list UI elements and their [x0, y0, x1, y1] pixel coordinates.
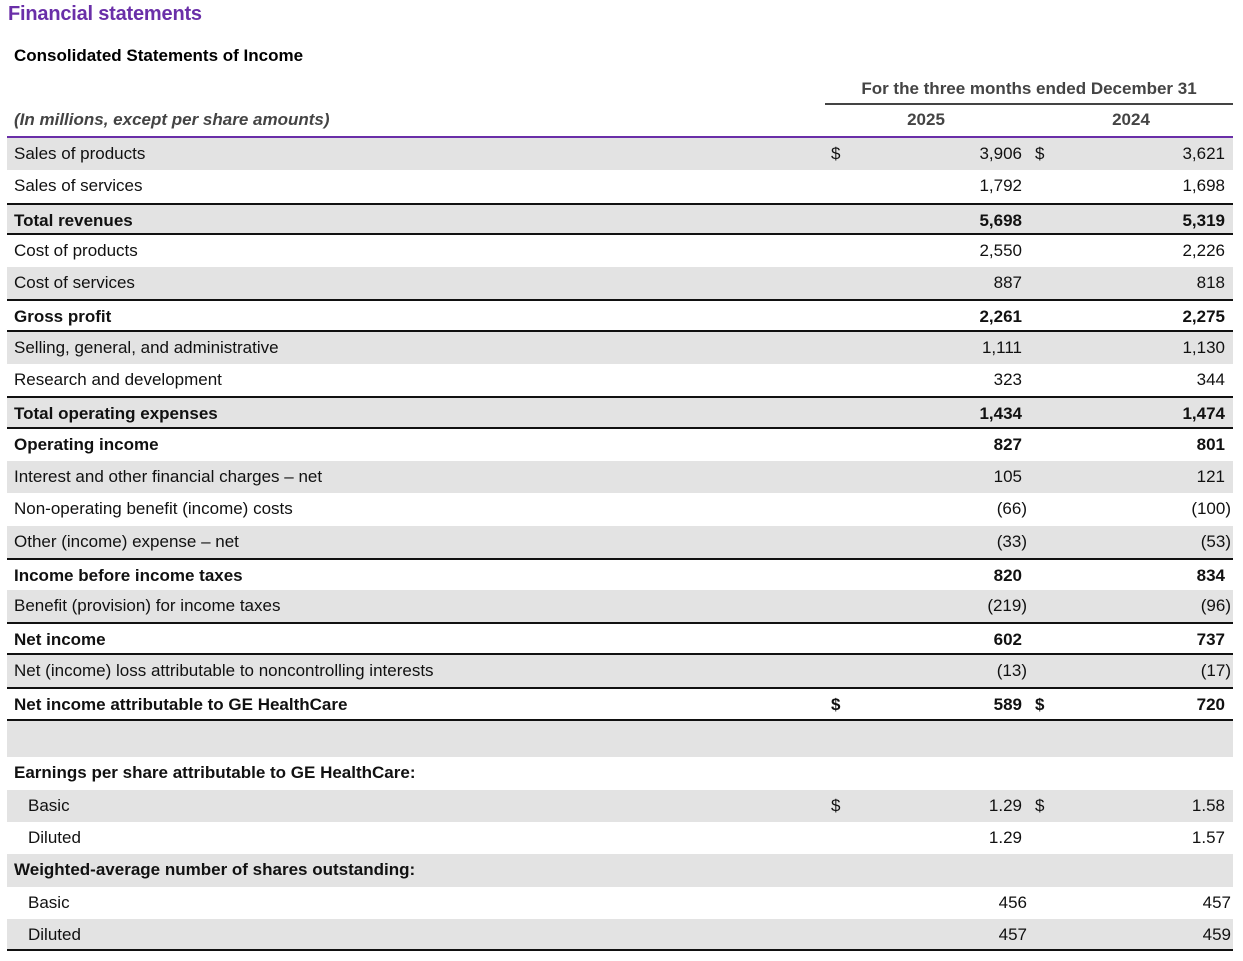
value-2024: 457: [1202, 892, 1231, 912]
currency-symbol: $: [1035, 144, 1045, 163]
row-label: Diluted: [28, 924, 81, 944]
table-row: [7, 332, 1233, 364]
value-2024: (96): [1200, 596, 1231, 616]
row-label: Basic: [28, 892, 70, 912]
value-2024: 459: [1202, 924, 1231, 944]
currency-symbol: $: [831, 144, 841, 163]
value-2025: 1.29: [988, 795, 1022, 815]
currency-symbol: $: [831, 795, 841, 815]
value-2024: 720: [1196, 695, 1225, 715]
value-2025: 323: [993, 370, 1022, 390]
value-2025: (66): [996, 499, 1027, 519]
table-row: [7, 461, 1233, 493]
value-2024: 3,621: [1182, 144, 1225, 163]
income-statement-table: [7, 138, 1233, 951]
spacer-row: [7, 719, 1233, 757]
value-2025: 820: [993, 565, 1022, 585]
value-2024: 1.58: [1191, 795, 1225, 815]
table-row: [7, 138, 1233, 170]
row-label: Income before income taxes: [14, 565, 243, 585]
value-2024: 818: [1196, 273, 1225, 293]
value-2025: 2,261: [979, 307, 1022, 327]
row-label: Interest and other financial charges – net: [14, 466, 323, 486]
value-2024: (53): [1200, 531, 1231, 551]
year-header-2024: 2024: [1112, 110, 1150, 129]
value-2025: 105: [993, 466, 1022, 486]
year-header-2025: 2025: [907, 110, 945, 129]
value-2025: 827: [993, 434, 1022, 454]
row-label: Sales of services: [14, 176, 143, 196]
value-2025: 3,906: [979, 144, 1022, 163]
row-label: Sales of products: [14, 144, 146, 163]
row-label: Basic: [28, 795, 70, 815]
value-2025: (219): [987, 596, 1027, 616]
table-row: [7, 590, 1233, 622]
shares-section-heading: [7, 854, 1233, 886]
value-2024: (100): [1191, 499, 1231, 519]
value-2024: 1,130: [1182, 337, 1225, 357]
statement-title: Consolidated Statements of Income: [14, 46, 304, 65]
table-row-total: [7, 396, 1233, 428]
table-row-total: [7, 687, 1233, 719]
row-label: Benefit (provision) for income taxes: [14, 596, 281, 616]
eps-section-heading: [7, 757, 1233, 789]
row-label: Operating income: [14, 434, 159, 454]
table-row: [7, 919, 1233, 951]
value-2024: (17): [1200, 660, 1231, 680]
value-2025: 1,434: [979, 404, 1022, 424]
currency-symbol: $: [1035, 795, 1045, 815]
row-label: Net income: [14, 630, 106, 650]
row-label: Other (income) expense – net: [14, 531, 239, 551]
row-label: Cost of services: [14, 273, 135, 293]
row-label: Total revenues: [14, 210, 133, 230]
value-2024: 737: [1196, 630, 1225, 650]
value-2024: 2,226: [1182, 240, 1225, 260]
value-2024: 1,698: [1182, 176, 1225, 196]
table-row-total: [7, 429, 1233, 461]
value-2024: 834: [1196, 565, 1225, 585]
table-row-total: [7, 203, 1233, 235]
period-header: For the three months ended December 31: [825, 77, 1233, 105]
value-2024: 2,275: [1182, 307, 1225, 327]
section-heading-label: Weighted-average number of shares outstanding:: [14, 860, 416, 880]
value-2025: 2,550: [979, 240, 1022, 260]
row-label: Gross profit: [14, 307, 112, 327]
value-2025: 1,792: [979, 176, 1022, 196]
value-2025: 1.29: [988, 827, 1022, 847]
value-2025: 589: [993, 695, 1022, 715]
value-2025: 5,698: [979, 210, 1022, 230]
value-2024: 121: [1196, 466, 1225, 486]
value-2024: 1,474: [1182, 404, 1225, 424]
table-row: [7, 364, 1233, 396]
table-row-total: [7, 299, 1233, 331]
row-label: Research and development: [14, 370, 222, 390]
value-2024: 801: [1196, 434, 1225, 454]
page-title: Financial statements: [8, 3, 202, 25]
table-row: [7, 790, 1233, 822]
row-label: Non-operating benefit (income) costs: [14, 499, 293, 519]
value-2025: 602: [993, 630, 1022, 650]
row-label: Net income attributable to GE HealthCare: [14, 695, 348, 715]
table-row: [7, 493, 1233, 525]
table-row: [7, 267, 1233, 299]
row-label: Net (income) loss attributable to noncontrolling interests: [14, 660, 434, 680]
row-label: Cost of products: [14, 240, 138, 260]
section-heading-label: Earnings per share attributable to GE HealthCare:: [14, 763, 416, 783]
table-row: [7, 655, 1233, 687]
value-2025: 887: [993, 273, 1022, 293]
currency-symbol: $: [1035, 695, 1045, 715]
value-2025: (13): [996, 660, 1027, 680]
value-2024: 344: [1196, 370, 1225, 390]
units-note: (In millions, except per share amounts): [14, 110, 330, 129]
value-2024: 5,319: [1182, 210, 1225, 230]
row-label: Selling, general, and administrative: [14, 337, 279, 357]
row-label: Total operating expenses: [14, 404, 218, 424]
value-2025: 457: [998, 924, 1027, 944]
table-row: [7, 170, 1233, 202]
table-row: [7, 235, 1233, 267]
row-label: Diluted: [28, 827, 81, 847]
currency-symbol: $: [831, 695, 841, 715]
value-2025: 1,111: [981, 337, 1022, 357]
table-row: [7, 822, 1233, 854]
table-row: [7, 887, 1233, 919]
value-2025: (33): [996, 531, 1027, 551]
value-2024: 1.57: [1191, 827, 1225, 847]
table-row-total: [7, 622, 1233, 654]
value-2025: 456: [998, 892, 1027, 912]
table-row: [7, 526, 1233, 558]
table-row-total: [7, 558, 1233, 590]
